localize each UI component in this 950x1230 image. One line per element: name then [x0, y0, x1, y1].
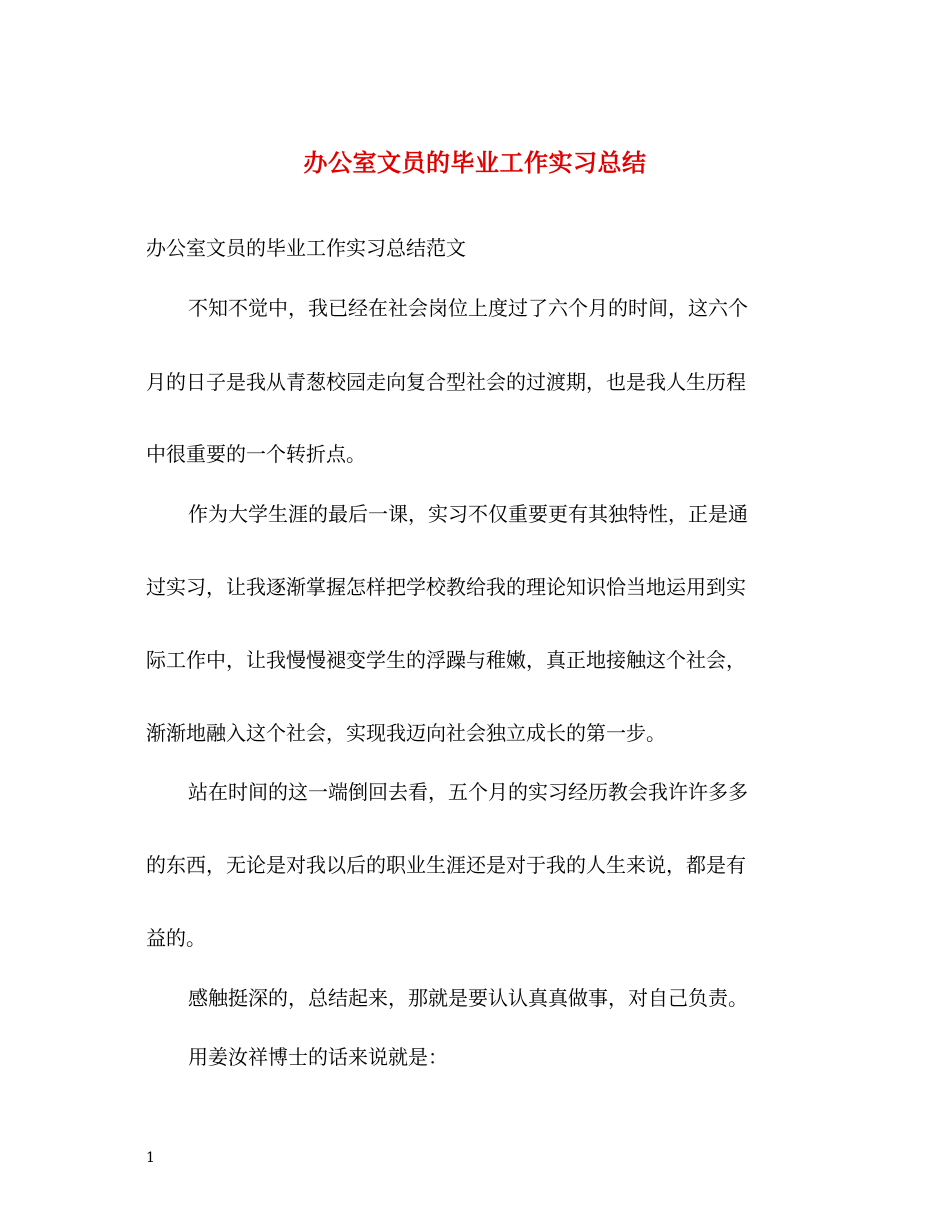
document-subtitle: 办公室文员的毕业工作实习总结范文 — [146, 236, 466, 260]
body-line: 月的日子是我从青葱校园走向复合型社会的过渡期，也是我人生历程 — [146, 370, 746, 394]
body-line: 不知不觉中，我已经在社会岗位上度过了六个月的时间，这六个 — [188, 296, 748, 320]
document-title: 办公室文员的毕业工作实习总结 — [303, 148, 647, 177]
body-line: 用姜汝祥博士的话来说就是： — [188, 1045, 448, 1069]
body-line: 感触挺深的，总结起来，那就是要认认真真做事，对自己负责。 — [188, 986, 748, 1010]
body-line: 渐渐地融入这个社会，实现我迈向社会独立成长的第一步。 — [146, 721, 666, 745]
body-line: 作为大学生涯的最后一课，实习不仅重要更有其独特性，正是通 — [188, 502, 748, 526]
body-line: 过实习，让我逐渐掌握怎样把学校教给我的理论知识恰当地运用到实 — [146, 575, 746, 599]
body-line: 际工作中，让我慢慢褪变学生的浮躁与稚嫩，真正地接触这个社会， — [146, 648, 746, 672]
body-line: 站在时间的这一端倒回去看，五个月的实习经历教会我许许多多 — [188, 780, 748, 804]
page-number: 1 — [146, 1150, 155, 1166]
body-line: 益的。 — [146, 926, 206, 950]
body-line: 的东西，无论是对我以后的职业生涯还是对于我的人生来说，都是有 — [146, 853, 746, 877]
body-line: 中很重要的一个转折点。 — [146, 442, 366, 466]
